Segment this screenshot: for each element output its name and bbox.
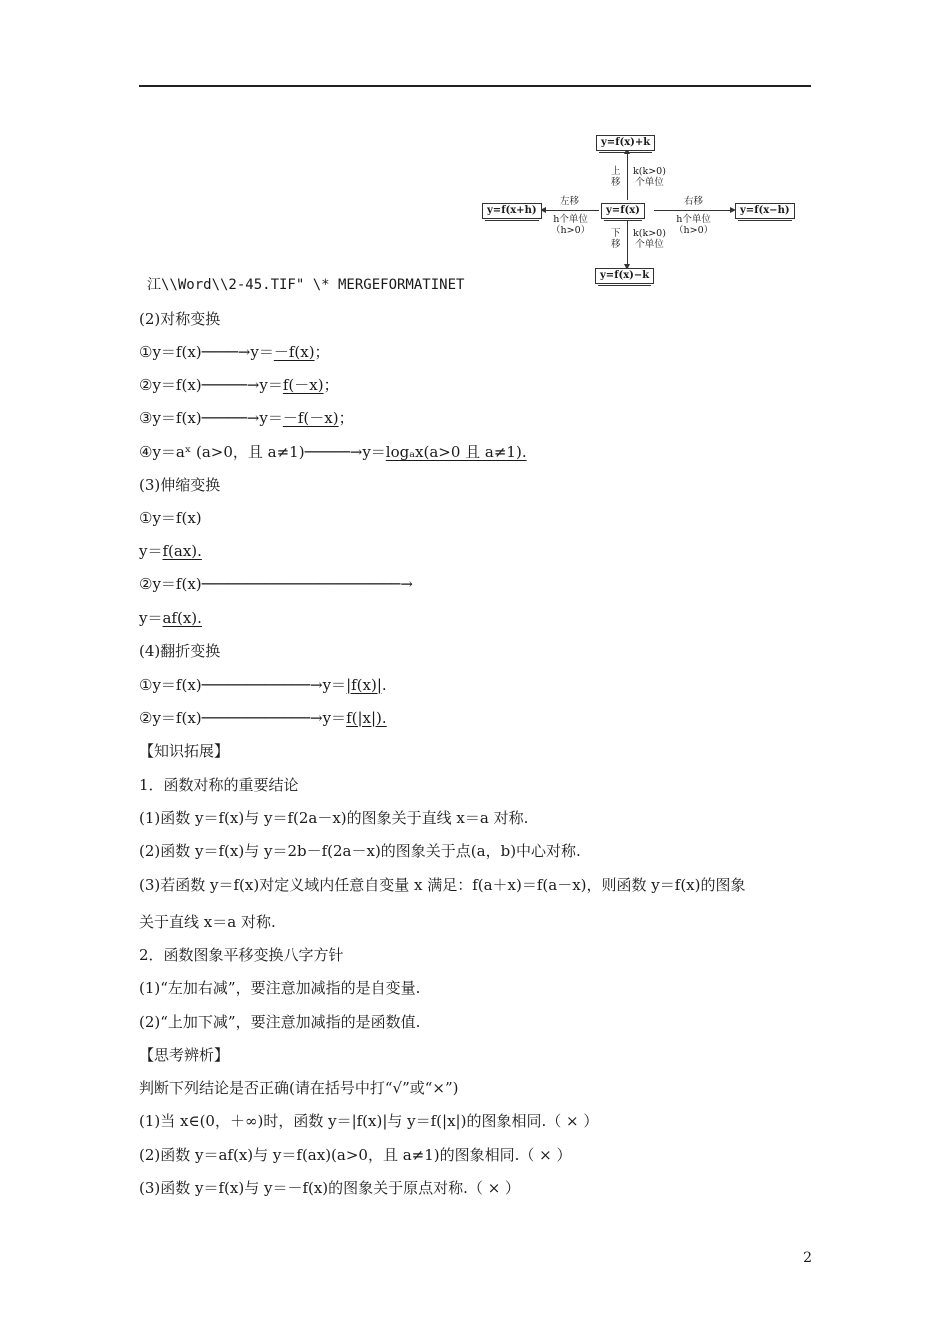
translation-diagram (478, 130, 808, 290)
box-right: y=f(x−h) (735, 203, 795, 219)
formula-prefix: y＝ (362, 443, 386, 461)
label-down-move: 下 移 (611, 228, 621, 250)
formula-answer: |f(x)| (346, 676, 382, 694)
formula-answer: logₐx(a>0 且 a≠1). (385, 443, 527, 461)
formula-end: ； (338, 409, 354, 427)
extension-sub-2: 2．函数图象平移变换八字方针 (139, 946, 344, 964)
formula-end: ； (314, 343, 330, 361)
formula-answer: －f(－x) (282, 409, 339, 427)
box-bottom: y=f(x)−k (595, 268, 654, 284)
stretch-item-1-rhs (139, 541, 202, 561)
formula-prefix: y＝ (139, 542, 163, 560)
formula-prefix: y＝ (322, 709, 347, 727)
formula-lhs: ①y＝f(x) (139, 676, 202, 694)
formula-lhs: ③y＝f(x) (139, 409, 202, 427)
mapping-arrow: ─────→ (304, 443, 363, 461)
symmetry-item-4 (139, 442, 527, 462)
mapping-arrow: ─────→ (201, 409, 260, 427)
thinking-heading: 【思考辨析】 (139, 1046, 230, 1064)
mapping-arrow: ──────────────────────→ (201, 575, 413, 593)
label-right-move: 右移 (684, 196, 704, 207)
symmetry-item-2 (139, 375, 339, 395)
label-right-cond: h个单位 （h>0） (674, 214, 714, 236)
down-arrow-line (627, 220, 628, 266)
formula-prefix: y＝ (259, 376, 283, 394)
field-code-text: 江\\Word\\2-45.TIF" \* MERGEFORMATINET (147, 277, 465, 293)
mapping-arrow: ────────────→ (201, 709, 323, 727)
formula-lhs: ②y＝f(x) (139, 376, 202, 394)
extension-p3b: 关于直线 x＝a 对称. (139, 913, 276, 931)
symmetry-heading: (2)对称变换 (139, 310, 221, 328)
formula-prefix: y＝ (259, 409, 283, 427)
right-arrow-line (654, 210, 730, 211)
flip-item-2 (139, 708, 387, 728)
up-arrow-line (627, 152, 628, 200)
formula-answer: －f(x) (273, 343, 315, 361)
label-up-cond: k(k>0) 个单位 (633, 166, 666, 188)
mapping-arrow: ─────→ (201, 376, 260, 394)
stretch-item-1-lhs: ①y＝f(x) (139, 509, 202, 527)
page-number: 2 (803, 1250, 812, 1266)
formula-lhs: ②y＝f(x) (139, 709, 202, 727)
formula-prefix: y＝ (139, 609, 163, 627)
formula-lhs: ④y＝aˣ (a>0，且 a≠1) (139, 443, 305, 461)
extension-p4: (1)“左加右减”，要注意加减指的是自变量. (139, 979, 421, 997)
formula-lhs: ①y＝f(x) (139, 343, 202, 361)
formula-prefix: y＝ (322, 676, 347, 694)
formula-answer: f(|x|). (346, 709, 387, 727)
formula-answer: af(x). (162, 609, 202, 627)
stretch-item-2-rhs (139, 608, 202, 628)
extension-heading: 【知识拓展】 (139, 742, 230, 760)
label-left-cond: h个单位 （h>0） (551, 214, 591, 236)
formula-end: . (381, 676, 387, 694)
formula-prefix: y＝ (250, 343, 274, 361)
header-rule (139, 85, 811, 87)
box-left: y=f(x+h) (482, 203, 542, 219)
formula-lhs: ②y＝f(x) (139, 575, 202, 593)
box-top: y=f(x)+k (596, 135, 655, 151)
flip-heading: (4)翻折变换 (139, 642, 221, 660)
label-up-move: 上 移 (611, 166, 621, 188)
thinking-q3: (3)函数 y＝f(x)与 y＝－f(x)的图象关于原点对称.（ × ） (139, 1179, 521, 1197)
extension-p3a: (3)若函数 y＝f(x)对定义域内任意自变量 x 满足：f(a＋x)＝f(a－x)，则函数 y＝f(x)的图象 (139, 876, 746, 894)
stretch-item-2-lhs (139, 574, 413, 594)
formula-answer: f(ax). (162, 542, 202, 560)
flip-item-1 (139, 675, 387, 695)
label-left-move: 左移 (560, 196, 580, 207)
mapping-arrow: ────────────→ (201, 676, 323, 694)
symmetry-item-3 (139, 408, 354, 428)
extension-p2: (2)函数 y＝f(x)与 y＝2b－f(2a－x)的图象关于点(a，b)中心对称. (139, 842, 581, 860)
formula-answer: f(－x) (282, 376, 324, 394)
extension-sub-1: 1．函数对称的重要结论 (139, 776, 299, 794)
left-arrow-line (544, 210, 599, 211)
label-down-cond: k(k>0) 个单位 (633, 228, 666, 250)
mapping-arrow: ────→ (201, 343, 251, 361)
thinking-q1: (1)当 x∈(0，＋∞)时，函数 y＝|f(x)|与 y＝f(|x|)的图象相同.（ × ） (139, 1112, 599, 1130)
thinking-q2: (2)函数 y＝af(x)与 y＝f(ax)(a>0，且 a≠1)的图象相同.（ × ） (139, 1146, 572, 1164)
stretch-heading: (3)伸缩变换 (139, 476, 221, 494)
box-center: y=f(x) (601, 203, 645, 219)
symmetry-item-1 (139, 342, 330, 362)
formula-end: ； (323, 376, 339, 394)
extension-p1: (1)函数 y＝f(x)与 y＝f(2a－x)的图象关于直线 x＝a 对称. (139, 809, 529, 827)
thinking-intro: 判断下列结论是否正确(请在括号中打“√”或“×”) (139, 1079, 459, 1097)
extension-p5: (2)“上加下减”，要注意加减指的是函数值. (139, 1013, 421, 1031)
